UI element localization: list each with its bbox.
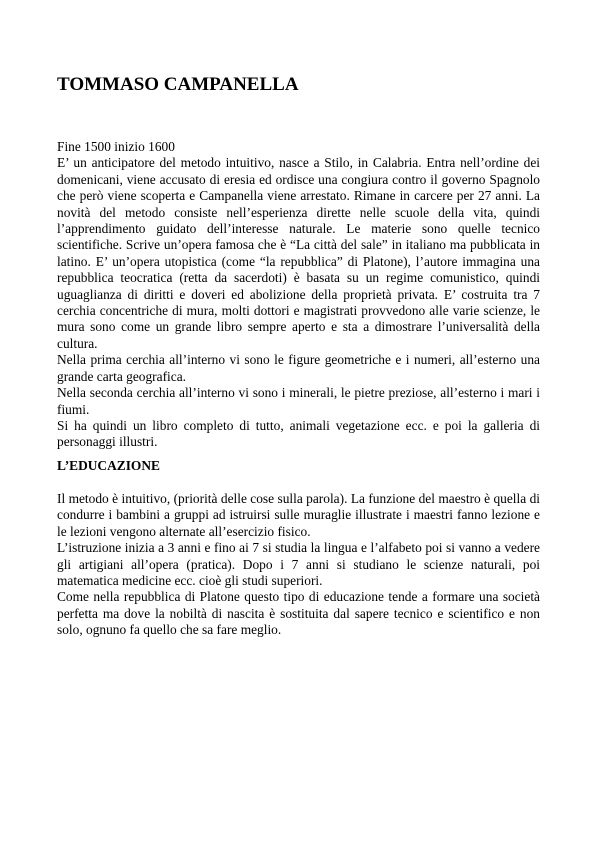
section-education-heading <box>57 458 540 474</box>
paragraph-complete-book: Si ha quindi un libro completo di tutto, animali vegetazione ecc. e poi la galleria di personaggi illustri. <box>57 417 540 450</box>
section-intro <box>57 139 540 451</box>
paragraph-instruction: L’istruzione inizia a 3 anni e fino ai 7 si studia la lingua e l’alfabeto poi si vanno a vedere gli artigiani all’opera (pratica). Dopo i 7 anni si studiano le scienze naturali, poi matematica medicine ecc. cioè gli studi superiori. <box>57 540 540 589</box>
paragraph-first-circle: Nella prima cerchia all’interno vi sono le figure geometriche e i numeri, all’esterno una grande carta geografica. <box>57 352 540 384</box>
page-title: TOMMASO CAMPANELLA <box>57 74 299 95</box>
paragraph-biography: E’ un anticipatore del metodo intuitivo, nasce a Stilo, in Calabria. Entra nell’ordine dei domenicani, viene accusato di eresia ed ordisce una congiura contro il governo Spagnolo che però viene scoperta e Campanella viene arrestato. Rimane in carcere per 27 anni. La novità del metodo consiste nell’esperienza dirette nelle scuole della vita, quindi l’apprendimento guidato dell’interesse naturale. Le materie sono quelle tecnico scientifiche. Scrive un’opera famosa che è “La città del sale” in italiano ma pubblicata in latino. E’ un’opera utopistica (come “la repubblica” di Platone), l’autore immagina una repubblica teocratica (retta da sacerdoti) è basata su un regime comunistico, quindi uguaglianza di diritti e doveri ed abolizione della proprietà privata. E’ costruita tra 7 cerchia concentriche di mura, molti dottori e magistrati provvedono alle varie scienze, le mura sono come un grande libro sempre aperto e sta a dimostrare l’universalità della cultura. <box>57 155 540 351</box>
paragraph-second-circle: Nella seconda cerchia all’interno vi sono i minerali, le pietre preziose, all’esterno i mari i fiumi. <box>57 385 540 417</box>
section-education <box>57 491 540 639</box>
section-heading: L’EDUCAZIONE <box>57 458 160 473</box>
paragraph-dates: Fine 1500 inizio 1600 <box>57 139 175 154</box>
paragraph-method: Il metodo è intuitivo, (priorità delle cose sulla parola). La funzione del maestro è quella di condurre i bambini a gruppi ad istruirsi sulle muraglie illustrate i maestri fanno lezione e le lezioni vengono alternate all’esercizio fisico. <box>57 491 540 539</box>
paragraph-republic: Come nella repubblica di Platone questo tipo di educazione tende a formare una società perfetta ma dove la nobiltà di nascita è sostituita dal sapere tecnico e scientifico e non solo, ognuno fa quello che sa fare meglio. <box>57 589 540 638</box>
